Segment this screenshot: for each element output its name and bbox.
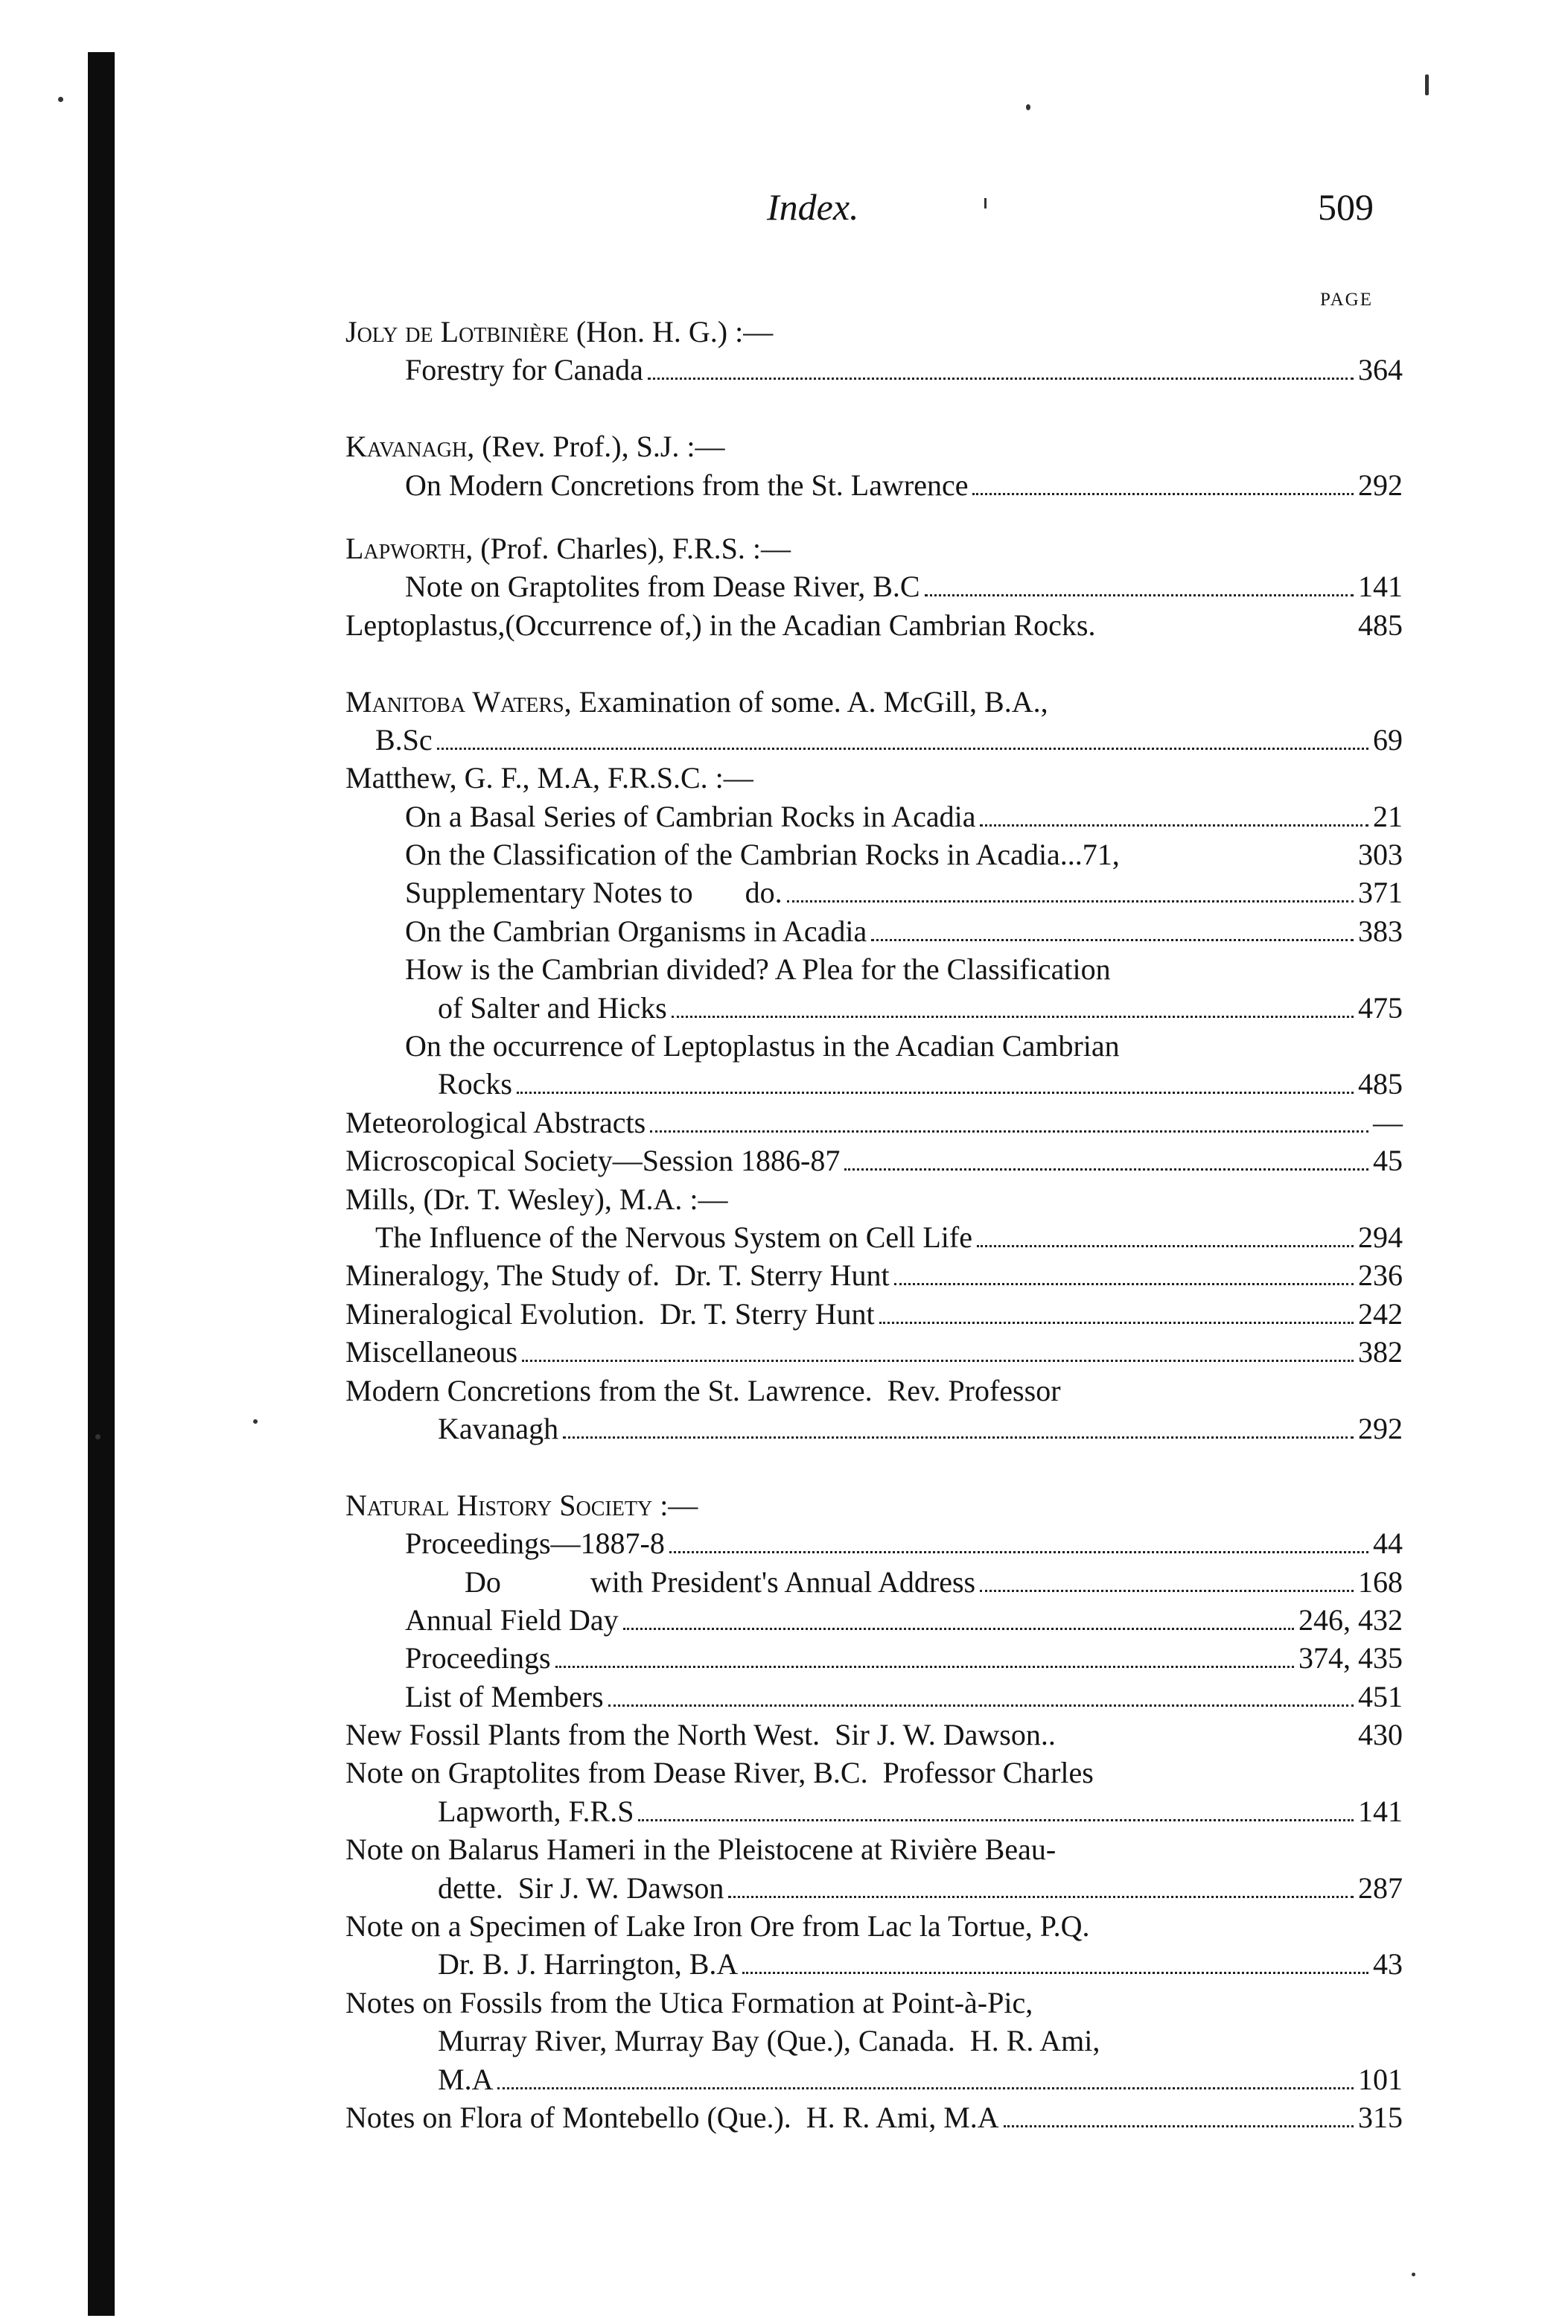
entry-text: The Influence of the Nervous System on Cell Life	[375, 1220, 972, 1254]
entry-page-number: 101	[1358, 2062, 1403, 2096]
scan-speck	[1412, 2273, 1415, 2276]
entry-page-number: 475	[1358, 990, 1403, 1025]
index-entry-line	[345, 1256, 1403, 1294]
index-entry-line	[345, 1180, 1403, 1218]
entry-text: dette. Sir J. W. Dawson	[438, 1871, 724, 1905]
index-entry-line	[345, 1486, 1403, 1524]
entry-page-number: 69	[1373, 722, 1403, 757]
entry-text: On a Basal Series of Cambrian Rocks in Acadia	[405, 799, 976, 833]
binding-edge	[88, 52, 115, 2316]
index-entry-line	[345, 1065, 1403, 1103]
entry-text: Notes on Fossils from the Utica Formation at Point-à-Pic,	[345, 1985, 1033, 2019]
index-entry-line	[345, 1639, 1403, 1677]
index-entry-line	[345, 313, 1403, 351]
index-entry-line	[345, 529, 1403, 567]
index-entry-line	[345, 759, 1403, 797]
index-entry-line	[345, 683, 1403, 721]
entry-text: Note on Balarus Hameri in the Pleistocene at Rivière Beau-	[345, 1833, 1057, 1867]
index-entry-line	[345, 1601, 1403, 1639]
dot-leader	[1004, 2125, 1354, 2127]
index-entry-line	[345, 1716, 1403, 1754]
entry-text: Note on Graptolites from Dease River, B.C	[405, 570, 920, 604]
page-number: 509	[1318, 186, 1374, 228]
entry-page-number: 141	[1358, 570, 1403, 604]
entry-text: On the Classification of the Cambrian Rocks in Acadia...71,	[405, 838, 1120, 872]
index-entry-line	[345, 912, 1403, 950]
entry-text: Kavanagh	[438, 1411, 559, 1445]
entry-text: Lapworth, F.R.S	[438, 1794, 634, 1828]
dot-leader	[894, 1283, 1354, 1285]
index-entry-line	[345, 567, 1403, 605]
index-entry-line	[345, 1333, 1403, 1371]
entry-text: New Fossil Plants from the North West. Sir J. W. Dawson..	[345, 1718, 1056, 1752]
index-entry-line	[345, 1945, 1403, 1983]
index-entry-line	[345, 1142, 1403, 1179]
page-column-label: PAGE	[1320, 290, 1373, 310]
entry-text: Rocks	[438, 1067, 512, 1101]
entry-page-number: 287	[1358, 1871, 1403, 1905]
spacer	[345, 1448, 1403, 1486]
dot-leader	[972, 493, 1354, 495]
entry-page-number: 451	[1358, 1679, 1403, 1713]
dot-leader	[517, 1092, 1354, 1094]
entry-page-number: 242	[1358, 1296, 1403, 1331]
entry-text: B.Sc	[375, 722, 433, 757]
entry-text: Forestry for Canada	[405, 353, 643, 387]
entry-text: Notes on Flora of Montebello (Que.). H. R. Ami, M.A	[345, 2100, 999, 2134]
index-entry-line	[345, 950, 1403, 988]
dot-leader	[669, 1551, 1368, 1553]
dot-leader	[844, 1168, 1368, 1171]
index-entry-line	[345, 2022, 1403, 2060]
entry-page-number: 374, 435	[1298, 1641, 1403, 1675]
entry-page-number: 371	[1358, 876, 1403, 910]
entry-page-number: 168	[1358, 1564, 1403, 1599]
entry-page-number: 382	[1358, 1335, 1403, 1369]
entry-page-number: 294	[1358, 1220, 1403, 1254]
entry-page-number: 21	[1373, 799, 1403, 833]
index-entry-line	[345, 1218, 1403, 1256]
index-entry-line	[345, 2098, 1403, 2136]
entry-text: Leptoplastus,(Occurrence of,) in the Acadian Cambrian Rocks.	[345, 608, 1096, 642]
entry-text: How is the Cambrian divided? A Plea for the Classification	[405, 952, 1111, 987]
entry-page-number: 246, 432	[1298, 1602, 1403, 1637]
scan-speck	[1425, 74, 1429, 95]
dot-leader	[728, 1896, 1354, 1898]
entry-text: Lapworth,	[345, 531, 474, 565]
dot-leader	[871, 939, 1354, 941]
entry-text: Mineralogical Evolution. Dr. T. Sterry Hunt	[345, 1296, 875, 1331]
entry-page-number: —	[1373, 1105, 1403, 1139]
index-entry-line	[345, 1754, 1403, 1792]
entry-text: Note on Graptolites from Dease River, B.C. Professor Charles	[345, 1756, 1094, 1790]
index-entry-line	[345, 1792, 1403, 1830]
entry-text-tail: (Hon. H. G.) :—	[568, 315, 774, 348]
dot-leader	[980, 1590, 1354, 1592]
index-entry-line	[345, 1563, 1403, 1601]
index-entries	[345, 313, 1403, 2136]
index-entry-line	[345, 2060, 1403, 2098]
dot-leader	[672, 1016, 1354, 1018]
spacer	[345, 644, 1403, 682]
index-entry-line	[345, 989, 1403, 1027]
entry-page-number: 43	[1373, 1947, 1403, 1981]
entry-text: Proceedings—1887-8	[405, 1526, 665, 1561]
entry-text: Manitoba Waters,	[345, 684, 572, 719]
entry-page-number: 236	[1358, 1258, 1403, 1293]
index-entry-line	[345, 1984, 1403, 2022]
scan-speck	[1026, 104, 1030, 110]
index-entry-line	[345, 1295, 1403, 1333]
entry-page-number: 292	[1358, 468, 1403, 502]
running-head: Index.	[767, 186, 859, 228]
entry-page-number: 315	[1358, 2100, 1403, 2134]
entry-text: List of Members	[405, 1679, 604, 1713]
index-entry-line	[345, 798, 1403, 835]
entry-page-number: 364	[1358, 353, 1403, 387]
entry-text: On Modern Concretions from the St. Lawrence	[405, 468, 969, 502]
index-entry-line	[345, 873, 1403, 911]
dot-leader	[563, 1436, 1354, 1439]
entry-text: Meteorological Abstracts	[345, 1105, 646, 1139]
entry-text-tail: (Prof. Charles), F.R.S. :—	[473, 531, 791, 565]
index-entry-line	[345, 1524, 1403, 1562]
dot-leader	[522, 1360, 1354, 1362]
entry-page-number: 303	[1358, 838, 1403, 872]
entry-text: Annual Field Day	[405, 1602, 619, 1637]
entry-text: Supplementary Notes to do.	[405, 876, 783, 910]
entry-text: Note on a Specimen of Lake Iron Ore from Lac la Tortue, P.Q.	[345, 1909, 1090, 1943]
index-entry-line	[345, 1869, 1403, 1907]
index-entry-line	[345, 1372, 1403, 1410]
index-entry-line	[345, 351, 1403, 389]
entry-page-number: 485	[1358, 608, 1403, 642]
entry-page-number: 141	[1358, 1794, 1403, 1828]
entry-text: Microscopical Society—Session 1886-87	[345, 1144, 841, 1178]
index-entry-line	[345, 606, 1403, 644]
scan-speck	[95, 1434, 101, 1439]
entry-page-number: 292	[1358, 1411, 1403, 1445]
entry-text-tail: Examination of some. A. McGill, B.A.,	[571, 684, 1048, 719]
index-entry-line	[345, 1410, 1403, 1448]
entry-text: Joly de Lotbinière	[345, 315, 569, 348]
entry-text: Mineralogy, The Study of. Dr. T. Sterry Hunt	[345, 1258, 890, 1293]
dot-leader	[437, 748, 1368, 750]
index-entry-line	[345, 835, 1403, 873]
index-entry-line	[345, 1830, 1403, 1868]
spacer	[345, 389, 1403, 427]
dot-leader	[925, 594, 1354, 596]
entry-text: M.A	[438, 2062, 494, 2096]
dot-leader	[608, 1704, 1354, 1707]
entry-page-number: 485	[1358, 1067, 1403, 1101]
index-entry-line	[345, 427, 1403, 465]
entry-text: Matthew, G. F., M.A, F.R.S.C. :—	[345, 761, 753, 795]
dot-leader	[742, 1972, 1368, 1974]
entry-text: On the Cambrian Organisms in Acadia	[405, 914, 867, 948]
index-entry-line	[345, 1907, 1403, 1945]
entry-page-number: 383	[1358, 914, 1403, 948]
entry-text: of Salter and Hicks	[438, 990, 667, 1025]
dot-leader	[497, 2087, 1354, 2089]
dot-leader	[879, 1322, 1354, 1324]
dot-leader	[787, 900, 1354, 902]
entry-text-tail: (Rev. Prof.), S.J. :—	[474, 430, 725, 464]
index-entry-line	[345, 1678, 1403, 1716]
dot-leader	[623, 1628, 1294, 1630]
entry-text: Mills, (Dr. T. Wesley), M.A. :—	[345, 1182, 728, 1216]
entry-text: Do with President's Annual Address	[465, 1564, 976, 1599]
dot-leader	[638, 1819, 1354, 1821]
entry-text: On the occurrence of Leptoplastus in the Acadian Cambrian	[405, 1029, 1120, 1063]
index-entry-line	[345, 721, 1403, 759]
spacer	[345, 504, 1403, 529]
entry-text-tail: :—	[652, 1488, 698, 1522]
index-entry-line	[345, 1104, 1403, 1142]
entry-text: Murray River, Murray Bay (Que.), Canada. H. R. Ami,	[438, 2024, 1100, 2058]
index-entry-line	[345, 1027, 1403, 1065]
entry-text: Kavanagh,	[345, 430, 475, 464]
entry-text: Natural History Society	[345, 1488, 653, 1522]
entry-text: Modern Concretions from the St. Lawrence. Rev. Professor	[345, 1373, 1061, 1407]
dot-leader	[648, 378, 1354, 380]
dot-leader	[980, 824, 1368, 827]
dot-leader	[650, 1130, 1368, 1133]
scan-speck	[253, 1419, 258, 1424]
dot-leader	[977, 1245, 1354, 1247]
scan-mark	[984, 198, 987, 208]
entry-text: Proceedings	[405, 1641, 551, 1675]
entry-page-number: 44	[1373, 1526, 1403, 1561]
entry-text: Dr. B. J. Harrington, B.A	[438, 1947, 739, 1981]
scan-speck	[58, 97, 63, 102]
entry-page-number: 430	[1358, 1718, 1403, 1752]
entry-text: Miscellaneous	[345, 1335, 518, 1369]
entry-page-number: 45	[1373, 1144, 1403, 1178]
dot-leader	[555, 1666, 1294, 1668]
index-entry-line	[345, 466, 1403, 504]
